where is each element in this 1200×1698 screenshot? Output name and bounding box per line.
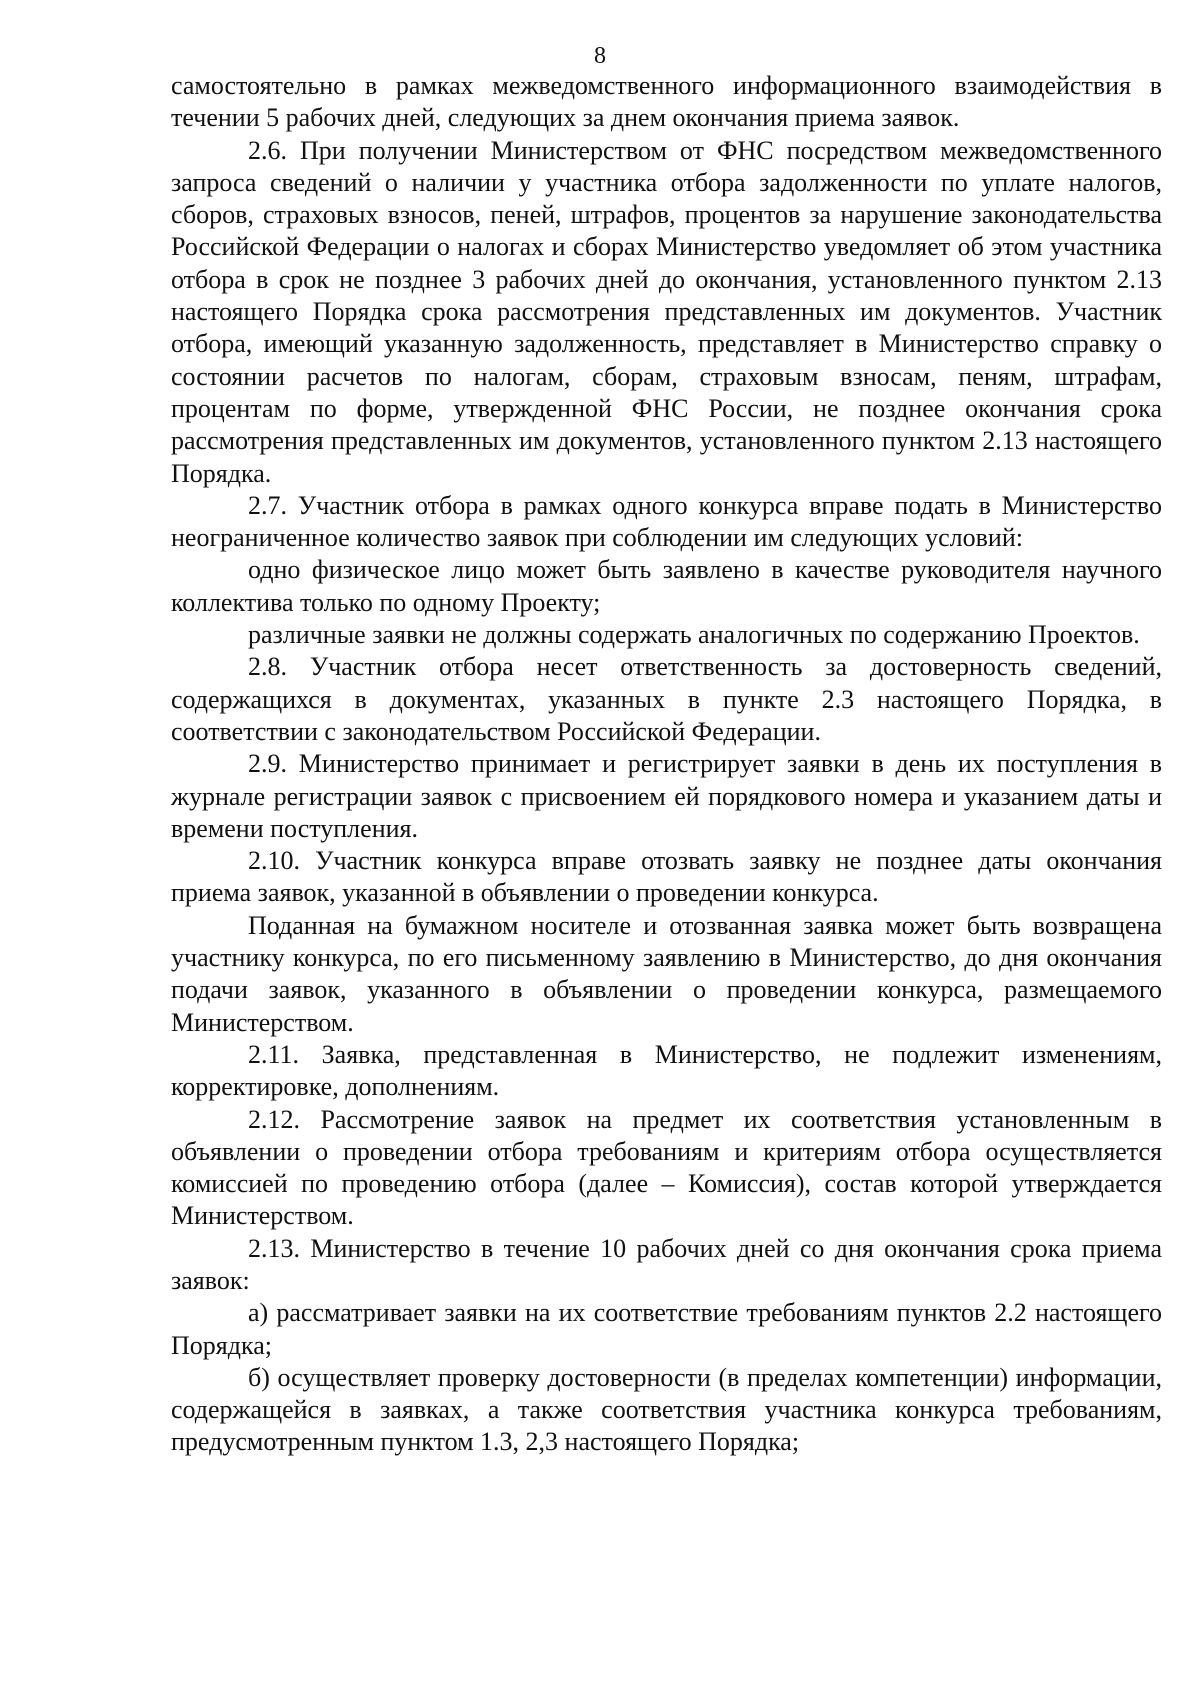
paragraph-2-11: 2.11. Заявка, представленная в Министерство, не подлежит изменениям, корректировке, дополнениям. — [171, 1039, 1162, 1102]
paragraph-2-13: 2.13. Министерство в течение 10 рабочих дней со дня окончания срока приема заявок: — [171, 1233, 1162, 1295]
page-number: 8 — [594, 43, 606, 69]
paragraph-condition-1: одно физическое лицо может быть заявлено в качестве руководителя научного коллектива только по одному Проекту; — [171, 555, 1162, 617]
paragraph-2-12: 2.12. Рассмотрение заявок на предмет их соответствия установленным в объявлении о проведении отбора требованиям и критериям отбора осуществляется комиссией по проведению отбора (далее – Комиссия), состав которой утверждается Министерством. — [171, 1104, 1162, 1231]
paragraph-2-7: 2.7. Участник отбора в рамках одного конкурса вправе подать в Министерство неограниченное количество заявок при соблюдении им следующих условий: — [171, 490, 1162, 553]
paragraph-2-13-b: б) осуществляет проверку достоверности (в пределах компетенции) информации, содержащейся в заявках, а также соответствия участника конкурса требованиям, предусмотренным пунктом 1.3, 2,3 настоящего Порядка; — [171, 1362, 1162, 1457]
paragraph-2-10: 2.10. Участник конкурса вправе отозвать заявку не позднее даты окончания приема заявок, указанной в объявлении о проведении конкурса. — [171, 846, 1162, 908]
paragraph-continuation: самостоятельно в рамках межведомственного информационного взаимодействия в течении 5 рабочих дней, следующих за днем окончания приема заявок. — [171, 71, 1162, 133]
paragraph-2-13-a: а) рассматривает заявки на их соответствие требованиям пунктов 2.2 настоящего Порядка; — [171, 1298, 1162, 1360]
paragraph-condition-2: различные заявки не должны содержать аналогичных по содержанию Проектов. — [248, 620, 1140, 650]
paragraph-2-9: 2.9. Министерство принимает и регистрирует заявки в день их поступления в журнале регистрации заявок с присвоением ей порядкового номера и указанием даты и времени поступления. — [171, 749, 1162, 843]
paragraph-2-8: 2.8. Участник отбора несет ответственность за достоверность сведений, содержащихся в документах, указанных в пункте 2.3 настоящего Порядка, в соответствии с законодательством Российской Федерации. — [171, 652, 1162, 746]
document-body — [171, 70, 1162, 1459]
paragraph-2-6: 2.6. При получении Министерством от ФНС посредством межведомственного запроса сведений о наличии у участника отбора задолженности по уплате налогов, сборов, страховых взносов, пеней, штрафов, процентов за нарушение законодательства Российской Федерации о налогах и сборах Министерство уведомляет об этом участника отбора в срок не позднее 3 рабочих дней до окончания, установленного пунктом 2.13 настоящего Порядка срока рассмотрения представленных им документов. Участник отбора, имеющий указанную задолженность, представляет в Министерство справку о состоянии расчетов по налогам, сборам, страховым взносам, пеням, штрафам, процентам по форме, утвержденной ФНС России, не позднее окончания срока рассмотрения представленных им документов, установленного пунктом 2.13 настоящего Порядка. — [171, 135, 1162, 488]
paragraph-2-10-return: Поданная на бумажном носителе и отозванная заявка может быть возвращена участнику конкурса, по его письменному заявлению в Министерство, до дня окончания подачи заявок, указанного в объявлении о проведении конкурса, размещаемого Министерством. — [171, 910, 1162, 1037]
